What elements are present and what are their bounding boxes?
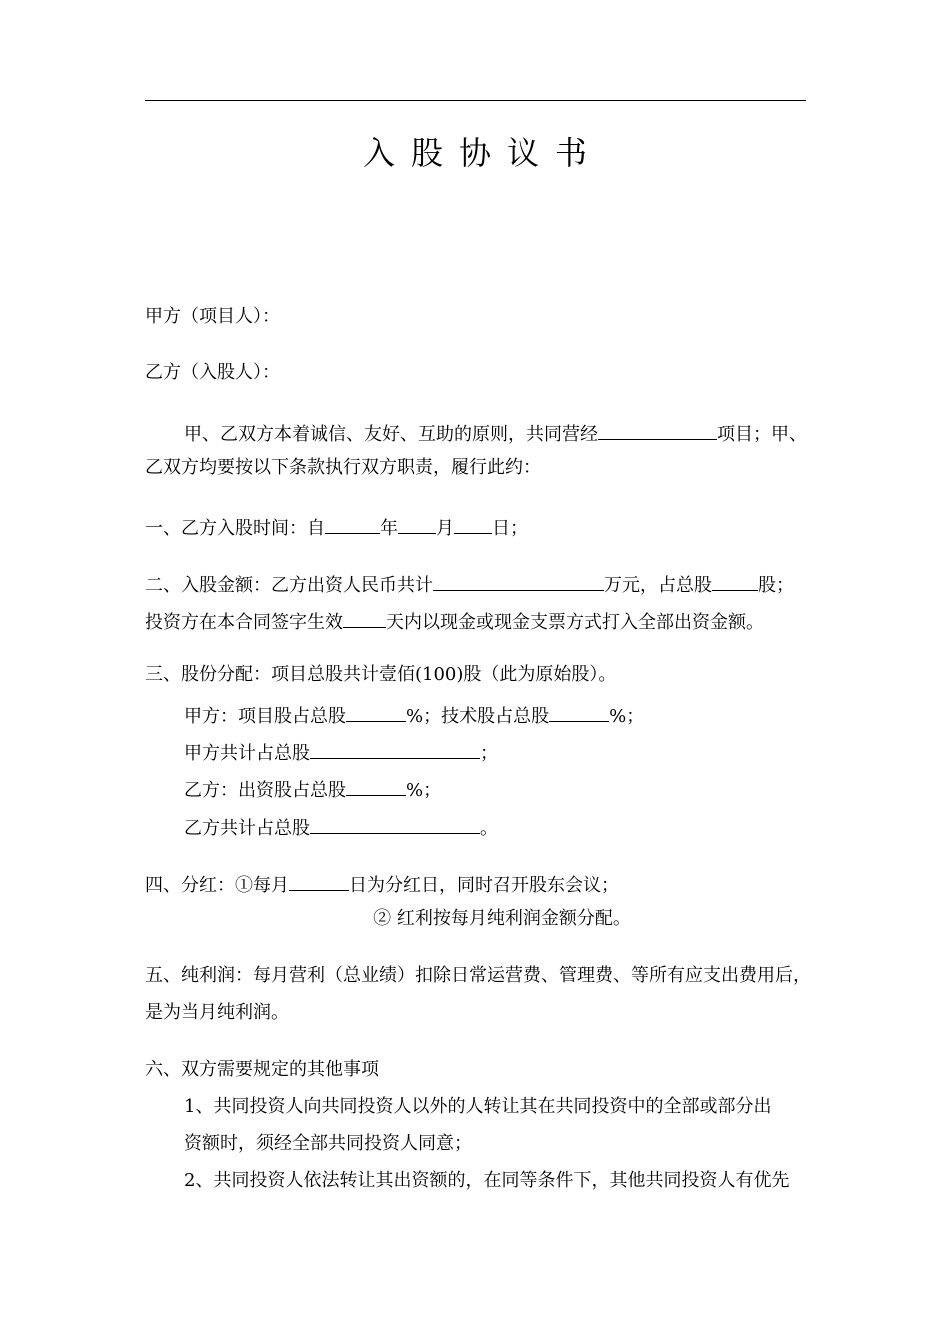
tech-share-unit: %；: [609, 706, 645, 727]
dividend-day-blank[interactable]: [289, 870, 349, 891]
invest-share-blank[interactable]: [346, 775, 406, 796]
tech-share-blank[interactable]: [549, 701, 609, 722]
clause-6-item-2-line-1: 2、共同投资人依法转让其出资额的，在同等条件下，其他共同投资人有优先: [184, 1170, 790, 1191]
clause-2-text: 投资方在本合同签字生效: [145, 612, 343, 633]
party-a-total: [184, 738, 498, 766]
intro-line-2: 乙双方均要按以下条款执行双方职责，履行此约：: [145, 457, 541, 478]
party-a-line: 甲方（项目人）：: [145, 306, 280, 327]
party-a-shares: [184, 701, 644, 729]
year-label: 年: [380, 518, 398, 539]
day-blank[interactable]: [454, 513, 492, 534]
clause-5-line-2: 是为当月纯利润。: [145, 1002, 289, 1023]
project-share-label: 甲方：项目股占总股: [184, 706, 346, 727]
month-blank[interactable]: [398, 513, 436, 534]
intro-text-end: 项目；甲、: [717, 424, 807, 445]
clause-2-text-end: 天内以现金或现金支票方式打入全部出资金额。: [386, 612, 764, 633]
amount-blank[interactable]: [433, 570, 604, 591]
share-unit: 股；: [758, 575, 794, 596]
clause-2-line-1: [145, 570, 794, 598]
clause-4-text: 日为分红日，同时召开股东会议；: [349, 875, 619, 896]
party-b-total: [184, 813, 498, 841]
month-label: 月: [436, 518, 454, 539]
a-total-end: ；: [480, 743, 498, 764]
invest-share-label: 乙方：出资股占总股: [184, 780, 346, 801]
intro-text: 甲、乙双方本着诚信、友好、互助的原则，共同营经: [184, 424, 598, 445]
year-blank[interactable]: [325, 513, 380, 534]
document-title: 入股协议书: [362, 134, 603, 172]
a-total-blank[interactable]: [310, 738, 480, 759]
party-b-line: 乙方（入股人）：: [145, 362, 280, 383]
clause-3-heading: 三、股份分配：项目总股共计壹佰(100)股（此为原始股）。: [145, 664, 617, 685]
clause-2-line-2: [145, 607, 764, 635]
party-b-shares: [184, 775, 441, 803]
clause-4-line-2: ② 红利按每月纯利润金额分配。: [373, 908, 631, 929]
intro-line-1: [184, 419, 807, 447]
b-total-label: 乙方共计占总股: [184, 818, 310, 839]
clause-6-item-1-line-1: 1、共同投资人向共同投资人以外的人转让其在共同投资中的全部或部分出: [184, 1096, 772, 1117]
days-blank[interactable]: [343, 607, 386, 628]
clause-2-label: 二、入股金额：乙方出资人民币共计: [145, 575, 433, 596]
a-total-label: 甲方共计占总股: [184, 743, 310, 764]
project-name-blank[interactable]: [598, 419, 717, 440]
invest-share-unit: %；: [406, 780, 442, 801]
b-total-blank[interactable]: [310, 813, 480, 834]
header-rule: [145, 100, 806, 101]
b-total-end: 。: [480, 818, 498, 839]
amount-unit: 万元，占总股: [604, 575, 712, 596]
clause-5-line-1: 五、纯利润：每月营利（总业绩）扣除日常运营费、管理费、等所有应支出费用后，: [145, 965, 811, 986]
clause-4-label: 四、分红：①每月: [145, 875, 289, 896]
tech-share-label: 技术股占总股: [441, 706, 550, 727]
clause-1-label: 一、乙方入股时间：自: [145, 518, 325, 539]
clause-6-item-1-line-2: 资额时，须经全部共同投资人同意；: [184, 1133, 472, 1154]
day-label: 日；: [492, 518, 528, 539]
clause-6-heading: 六、双方需要规定的其他事项: [145, 1059, 379, 1080]
share-count-blank[interactable]: [712, 570, 758, 591]
clause-1: [145, 513, 528, 541]
clause-4-line-1: [145, 870, 619, 898]
project-share-blank[interactable]: [346, 701, 406, 722]
project-share-unit: %；: [406, 706, 442, 727]
